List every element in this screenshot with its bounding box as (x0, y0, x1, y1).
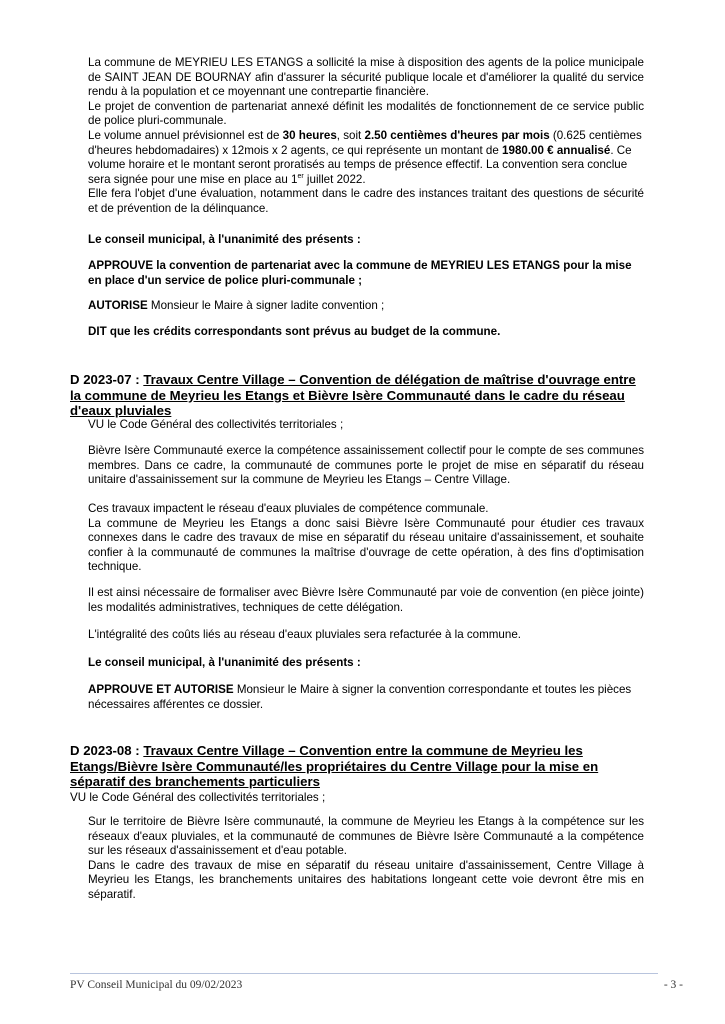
intro-text-3: Le volume annuel prévisionnel est de 30 heures, soit 2.50 centièmes d'heures par mois (0.625 centièmes d'heures hebdomadaires) x 12mois x 2 agents, ce qui représente un montant de 1980.00 € annualisé. Ce volume horaire et le montant seront proratisés au temps de présence effectif. La convention sera conclue sera signée pour une mise en place au 1er juillet 2022. (88, 128, 642, 186)
footer-page-number: - 3 - (663, 979, 683, 991)
footer-divider (70, 973, 658, 974)
d07-paragraph-5: L'intégralité des coûts liés au réseau d'eaux pluviales sera refacturée à la commune. (88, 628, 521, 641)
intro-text-4: Elle fera l'objet d'une évaluation, notamment dans le cadre des instances traitant des questions de sécurité et de prévention de la délinquance. (88, 187, 644, 215)
d07-paragraph-1: Bièvre Isère Communauté exerce la compétence assainissement collectif pour le compte de ses communes membres. Dans ce cadre, la communauté de communes porte le projet de mise en séparatif du réseau unitaire d'assainissement sur la commune de Meyrieu les Etangs – Centre Village. (88, 444, 644, 487)
d07-vu: VU le Code Général des collectivités territoriales ; (88, 418, 344, 431)
d07-vote-label: Le conseil municipal, à l'unanimité des présents : (88, 656, 361, 669)
d08-paragraph-1-2: Sur le territoire de Bièvre Isère communauté, la commune de Meyrieu les Etangs à la compétence sur les réseaux d'eaux pluviales, et la communauté de communes de Bièvre Isère Communauté a la compétence sur les réseaux d'assainissement et d'eau potable. Dans le cadre des travaux de mise en séparatif du réseau unitaire d'assainissement, Centre Village à Meyrieu les Etangs, les branchements unitaires des habitations longeant cette voie devront être mis en séparatif. (88, 815, 644, 901)
d08-vu: VU le Code Général des collectivités territoriales ; (70, 791, 326, 804)
d07-paragraph-4: Il est ainsi nécessaire de formaliser avec Bièvre Isère Communauté par voie de convention (en pièce jointe) les modalités administratives, techniques de cette délégation. (88, 586, 644, 614)
deliberation-d2023-08-heading: D 2023-08 : Travaux Centre Village – Convention entre la commune de Meyrieu les Etangs/Bièvre Isère Communauté/les propriétaires du Centre Village pour la mise en séparatif des branchements particuliers (70, 743, 599, 790)
intro-vote-label: Le conseil municipal, à l'unanimité des présents : (88, 233, 361, 246)
intro-paragraph-1 (88, 56, 644, 217)
d07-paragraph-2-3: Ces travaux impactent le réseau d'eaux pluviales de compétence communale. La commune de Meyrieu les Etangs a donc saisi Bièvre Isère Communauté pour étudier ces travaux connexes dans le cadre des travaux de mise en séparatif du réseau unitaire d'assainissement, et souhaite confier à la communauté de communes la maîtrise d'ouvrage de cette opération, à des fins d'optimisation technique. (88, 502, 644, 574)
intro-dit: DIT que les crédits correspondants sont prévus au budget de la commune. (88, 325, 501, 338)
intro-autorise: AUTORISE Monsieur le Maire à signer ladite convention ; (88, 299, 385, 312)
intro-text-2: Le projet de convention de partenariat annexé définit les modalités de fonctionnement de ce service public de police pluri-communale. (88, 99, 644, 128)
d07-approuve: APPROUVE ET AUTORISE Monsieur le Maire à signer la convention correspondante et toutes les pièces nécessaires afférentes ce dossier. (88, 683, 632, 711)
intro-approuve: APPROUVE la convention de partenariat avec la commune de MEYRIEU LES ETANGS pour la mise en place d'un service de police pluri-communale ; (88, 259, 632, 287)
footer-document-title: PV Conseil Municipal du 09/02/2023 (70, 979, 243, 991)
intro-text-1: La commune de MEYRIEU LES ETANGS a sollicité la mise à disposition des agents de la police municipale de SAINT JEAN DE BOURNAY afin d'assurer la sécurité publique locale et d'améliorer la qualité du service rendu à la population et ce moyennant une contrepartie financière. (88, 56, 644, 99)
deliberation-d2023-07-heading: D 2023-07 : Travaux Centre Village – Convention de délégation de maîtrise d'ouvrage entre la commune de Meyrieu les Etangs et Bièvre Isère Communauté dans le cadre du réseau d'eaux pluviales (70, 372, 636, 419)
